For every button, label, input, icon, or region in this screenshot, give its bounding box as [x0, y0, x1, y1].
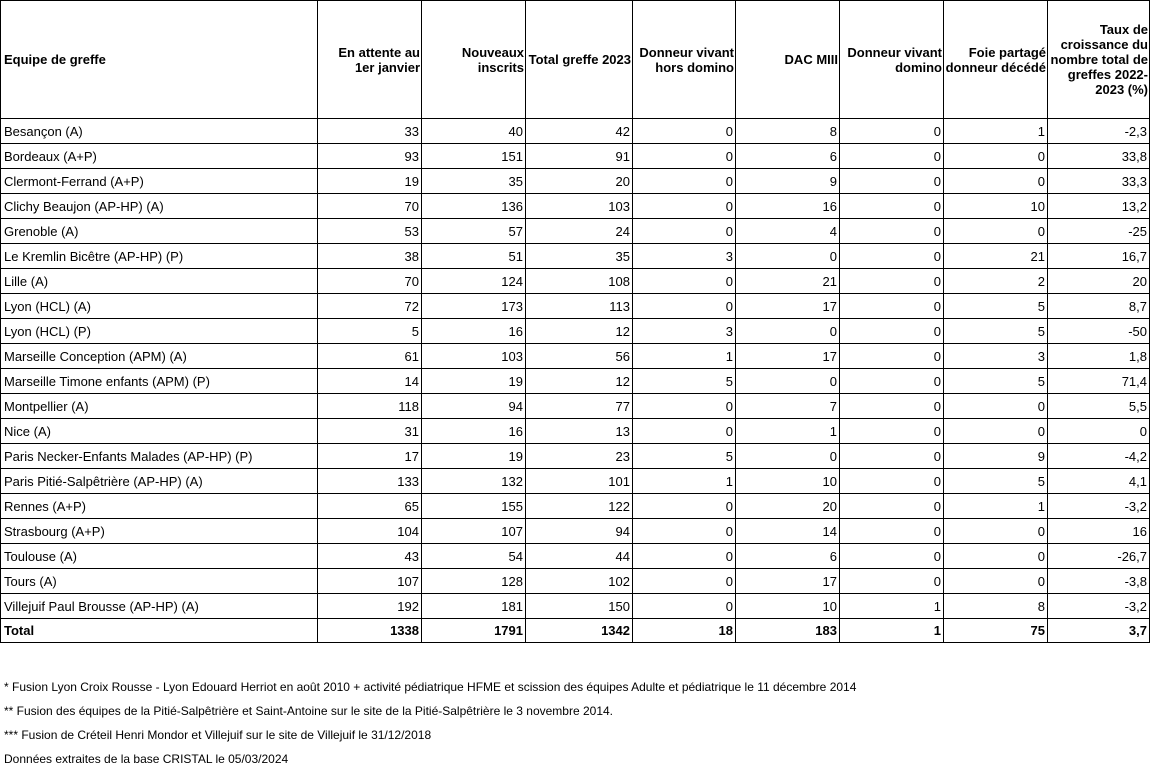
table-row [1, 219, 1150, 244]
team-name-cell: Rennes (A+P) [1, 494, 318, 519]
footnotes [4, 675, 856, 771]
value-cell: 72 [318, 294, 422, 319]
value-cell: 33 [318, 119, 422, 144]
value-cell: 16 [1048, 519, 1150, 544]
table-row [1, 419, 1150, 444]
value-cell: 0 [944, 394, 1048, 419]
value-cell: 16 [422, 419, 526, 444]
column-header: Equipe de greffe [1, 1, 318, 119]
value-cell: 3 [633, 319, 736, 344]
value-cell: 33,3 [1048, 169, 1150, 194]
value-cell: 16,7 [1048, 244, 1150, 269]
value-cell: 19 [422, 444, 526, 469]
value-cell: 0 [633, 594, 736, 619]
value-cell: 0 [840, 294, 944, 319]
value-cell: 18 [633, 619, 736, 643]
value-cell: 13,2 [1048, 194, 1150, 219]
table-row [1, 369, 1150, 394]
value-cell: 0 [633, 544, 736, 569]
value-cell: 3 [633, 244, 736, 269]
value-cell: 0 [633, 219, 736, 244]
value-cell: 77 [526, 394, 633, 419]
value-cell: 53 [318, 219, 422, 244]
table-row [1, 244, 1150, 269]
value-cell: 35 [526, 244, 633, 269]
value-cell: 1 [944, 494, 1048, 519]
value-cell: 101 [526, 469, 633, 494]
value-cell: 5 [318, 319, 422, 344]
value-cell: 21 [944, 244, 1048, 269]
value-cell: 0 [840, 344, 944, 369]
value-cell: 3,7 [1048, 619, 1150, 643]
value-cell: 6 [736, 544, 840, 569]
table-row [1, 269, 1150, 294]
value-cell: 0 [840, 569, 944, 594]
value-cell: 0 [840, 494, 944, 519]
value-cell: 16 [422, 319, 526, 344]
table-row [1, 519, 1150, 544]
table-row [1, 569, 1150, 594]
value-cell: 136 [422, 194, 526, 219]
value-cell: 150 [526, 594, 633, 619]
table-row [1, 169, 1150, 194]
value-cell: 17 [736, 294, 840, 319]
value-cell: 21 [736, 269, 840, 294]
value-cell: 102 [526, 569, 633, 594]
value-cell: 108 [526, 269, 633, 294]
footnote: ** Fusion des équipes de la Pitié-Salpêtrière et Saint-Antoine sur le site de la Pitié-Salpêtrière le 3 novembre 2014. [4, 704, 614, 718]
value-cell: 75 [944, 619, 1048, 643]
value-cell: 5,5 [1048, 394, 1150, 419]
footnote: *** Fusion de Créteil Henri Mondor et Villejuif sur le site de Villejuif le 31/12/2018 [4, 728, 432, 742]
value-cell: 12 [526, 369, 633, 394]
value-cell: 0 [840, 544, 944, 569]
table-row [1, 294, 1150, 319]
value-cell: 5 [944, 369, 1048, 394]
value-cell: 1 [633, 344, 736, 369]
value-cell: 54 [422, 544, 526, 569]
value-cell: 65 [318, 494, 422, 519]
table-row [1, 344, 1150, 369]
value-cell: 17 [736, 569, 840, 594]
column-header: Nouveaux inscrits [422, 1, 526, 119]
value-cell: 0 [944, 144, 1048, 169]
value-cell: 132 [422, 469, 526, 494]
value-cell: 0 [633, 294, 736, 319]
team-name-cell: Marseille Timone enfants (APM) (P) [1, 369, 318, 394]
value-cell: 19 [318, 169, 422, 194]
value-cell: 183 [736, 619, 840, 643]
value-cell: -2,3 [1048, 119, 1150, 144]
value-cell: 1 [944, 119, 1048, 144]
value-cell: 0 [840, 119, 944, 144]
value-cell: -25 [1048, 219, 1150, 244]
value-cell: 0 [840, 219, 944, 244]
team-name-cell: Villejuif Paul Brousse (AP-HP) (A) [1, 594, 318, 619]
value-cell: 61 [318, 344, 422, 369]
value-cell: 173 [422, 294, 526, 319]
value-cell: -3,2 [1048, 594, 1150, 619]
value-cell: 19 [422, 369, 526, 394]
value-cell: -50 [1048, 319, 1150, 344]
value-cell: 103 [422, 344, 526, 369]
footnote: Données extraites de la base CRISTAL le 05/03/2024 [4, 752, 289, 766]
value-cell: 0 [633, 144, 736, 169]
value-cell: 0 [944, 569, 1048, 594]
value-cell: 133 [318, 469, 422, 494]
value-cell: 20 [526, 169, 633, 194]
value-cell: 0 [840, 319, 944, 344]
value-cell: 1338 [318, 619, 422, 643]
value-cell: 12 [526, 319, 633, 344]
value-cell: 192 [318, 594, 422, 619]
value-cell: 17 [736, 344, 840, 369]
table-body [1, 119, 1150, 643]
team-name-cell: Paris Necker-Enfants Malades (AP-HP) (P) [1, 444, 318, 469]
value-cell: 107 [422, 519, 526, 544]
value-cell: 31 [318, 419, 422, 444]
value-cell: 0 [633, 394, 736, 419]
value-cell: 0 [840, 394, 944, 419]
value-cell: -3,2 [1048, 494, 1150, 519]
value-cell: 42 [526, 119, 633, 144]
value-cell: 5 [633, 369, 736, 394]
value-cell: 3 [944, 344, 1048, 369]
value-cell: 0 [633, 494, 736, 519]
value-cell: 10 [736, 594, 840, 619]
value-cell: 1342 [526, 619, 633, 643]
value-cell: 10 [736, 469, 840, 494]
value-cell: 23 [526, 444, 633, 469]
value-cell: 0 [840, 194, 944, 219]
value-cell: 0 [944, 419, 1048, 444]
column-header: En attente au 1er janvier [318, 1, 422, 119]
value-cell: 0 [840, 444, 944, 469]
value-cell: 103 [526, 194, 633, 219]
team-name-cell: Lyon (HCL) (A) [1, 294, 318, 319]
value-cell: 1791 [422, 619, 526, 643]
header-row [1, 1, 1150, 119]
value-cell: 0 [840, 169, 944, 194]
value-cell: 70 [318, 194, 422, 219]
value-cell: 2 [944, 269, 1048, 294]
value-cell: 4,1 [1048, 469, 1150, 494]
value-cell: 0 [633, 119, 736, 144]
value-cell: 128 [422, 569, 526, 594]
column-header: DAC MIII [736, 1, 840, 119]
value-cell: 151 [422, 144, 526, 169]
value-cell: 8,7 [1048, 294, 1150, 319]
value-cell: 10 [944, 194, 1048, 219]
table-row [1, 144, 1150, 169]
value-cell: 5 [944, 319, 1048, 344]
value-cell: 0 [944, 519, 1048, 544]
value-cell: 4 [736, 219, 840, 244]
team-name-cell: Nice (A) [1, 419, 318, 444]
value-cell: 155 [422, 494, 526, 519]
value-cell: 44 [526, 544, 633, 569]
team-name-cell: Paris Pitié-Salpêtrière (AP-HP) (A) [1, 469, 318, 494]
value-cell: 94 [526, 519, 633, 544]
team-name-cell: Lyon (HCL) (P) [1, 319, 318, 344]
value-cell: 8 [736, 119, 840, 144]
value-cell: 0 [736, 444, 840, 469]
value-cell: 13 [526, 419, 633, 444]
team-name-cell: Grenoble (A) [1, 219, 318, 244]
value-cell: 43 [318, 544, 422, 569]
value-cell: 9 [736, 169, 840, 194]
column-header: Taux de croissance du nombre total de greffes 2022-2023 (%) [1048, 1, 1150, 119]
value-cell: 7 [736, 394, 840, 419]
value-cell: 1,8 [1048, 344, 1150, 369]
value-cell: 181 [422, 594, 526, 619]
team-name-cell: Montpellier (A) [1, 394, 318, 419]
team-name-cell: Toulouse (A) [1, 544, 318, 569]
value-cell: -4,2 [1048, 444, 1150, 469]
value-cell: 0 [736, 319, 840, 344]
value-cell: 0 [840, 244, 944, 269]
team-name-cell: Marseille Conception (APM) (A) [1, 344, 318, 369]
team-name-cell: Clermont-Ferrand (A+P) [1, 169, 318, 194]
team-name-cell: Le Kremlin Bicêtre (AP-HP) (P) [1, 244, 318, 269]
table-row [1, 594, 1150, 619]
value-cell: 107 [318, 569, 422, 594]
value-cell: 33,8 [1048, 144, 1150, 169]
value-cell: 17 [318, 444, 422, 469]
value-cell: 0 [840, 269, 944, 294]
value-cell: 16 [736, 194, 840, 219]
column-header: Donneur vivant hors domino [633, 1, 736, 119]
value-cell: 8 [944, 594, 1048, 619]
value-cell: 91 [526, 144, 633, 169]
value-cell: 0 [633, 169, 736, 194]
value-cell: 0 [840, 369, 944, 394]
value-cell: 57 [422, 219, 526, 244]
value-cell: 20 [736, 494, 840, 519]
table-row [1, 194, 1150, 219]
total-row [1, 619, 1150, 643]
team-name-cell: Strasbourg (A+P) [1, 519, 318, 544]
value-cell: 0 [633, 419, 736, 444]
team-name-cell: Bordeaux (A+P) [1, 144, 318, 169]
table-row [1, 444, 1150, 469]
team-name-cell: Besançon (A) [1, 119, 318, 144]
value-cell: 1 [633, 469, 736, 494]
value-cell: 0 [1048, 419, 1150, 444]
value-cell: 0 [736, 369, 840, 394]
value-cell: 70 [318, 269, 422, 294]
value-cell: 40 [422, 119, 526, 144]
value-cell: 93 [318, 144, 422, 169]
table-row [1, 494, 1150, 519]
footnote: * Fusion Lyon Croix Rousse - Lyon Edouard Herriot en août 2010 + activité pédiatrique HFME et scission des équipes Adulte et pédiatrique le 11 décembre 2014 [4, 680, 857, 694]
value-cell: 51 [422, 244, 526, 269]
value-cell: 5 [633, 444, 736, 469]
value-cell: 0 [840, 519, 944, 544]
value-cell: 20 [1048, 269, 1150, 294]
value-cell: 35 [422, 169, 526, 194]
value-cell: 0 [840, 419, 944, 444]
value-cell: 5 [944, 469, 1048, 494]
value-cell: 122 [526, 494, 633, 519]
value-cell: 118 [318, 394, 422, 419]
value-cell: 38 [318, 244, 422, 269]
value-cell: 0 [633, 269, 736, 294]
team-name-cell: Tours (A) [1, 569, 318, 594]
value-cell: 71,4 [1048, 369, 1150, 394]
value-cell: 1 [840, 594, 944, 619]
value-cell: 104 [318, 519, 422, 544]
value-cell: 0 [840, 469, 944, 494]
team-name-cell: Total [1, 619, 318, 643]
value-cell: 0 [944, 544, 1048, 569]
value-cell: 0 [633, 569, 736, 594]
value-cell: -26,7 [1048, 544, 1150, 569]
column-header: Foie partagé donneur décédé [944, 1, 1048, 119]
value-cell: 124 [422, 269, 526, 294]
value-cell: 0 [736, 244, 840, 269]
value-cell: 94 [422, 394, 526, 419]
value-cell: 24 [526, 219, 633, 244]
value-cell: 56 [526, 344, 633, 369]
table-row [1, 469, 1150, 494]
value-cell: 0 [944, 219, 1048, 244]
team-name-cell: Clichy Beaujon (AP-HP) (A) [1, 194, 318, 219]
table-row [1, 544, 1150, 569]
value-cell: -3,8 [1048, 569, 1150, 594]
value-cell: 113 [526, 294, 633, 319]
column-header: Total greffe 2023 [526, 1, 633, 119]
table-row [1, 119, 1150, 144]
value-cell: 5 [944, 294, 1048, 319]
value-cell: 0 [840, 144, 944, 169]
team-name-cell: Lille (A) [1, 269, 318, 294]
value-cell: 1 [840, 619, 944, 643]
value-cell: 0 [633, 519, 736, 544]
value-cell: 0 [944, 169, 1048, 194]
value-cell: 9 [944, 444, 1048, 469]
table-row [1, 394, 1150, 419]
table-row [1, 319, 1150, 344]
value-cell: 14 [318, 369, 422, 394]
value-cell: 1 [736, 419, 840, 444]
value-cell: 14 [736, 519, 840, 544]
value-cell: 0 [633, 194, 736, 219]
column-header: Donneur vivant domino [840, 1, 944, 119]
value-cell: 6 [736, 144, 840, 169]
